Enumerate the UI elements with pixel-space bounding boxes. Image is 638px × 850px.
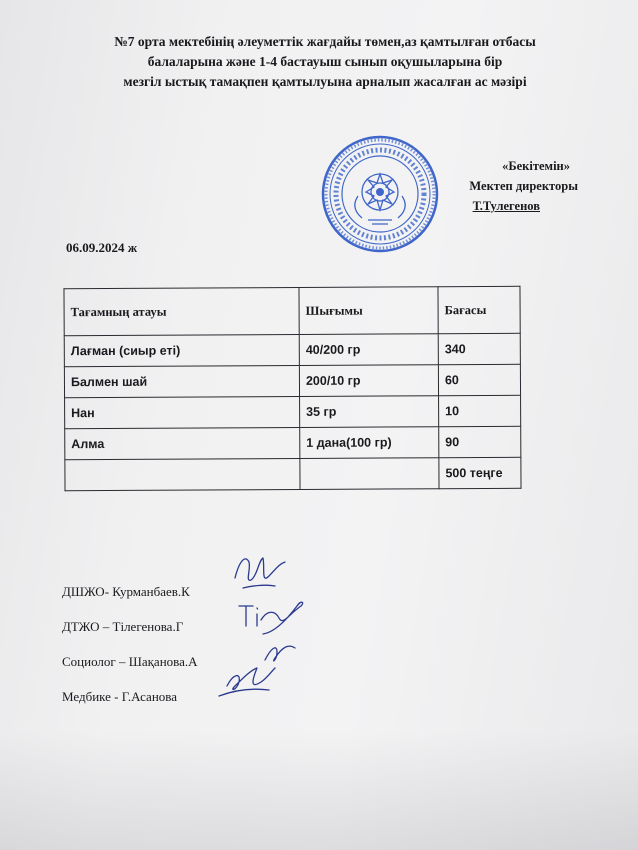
cell-portion: 40/200 гр <box>299 334 438 366</box>
signatory-3: Социолог – Шақанова.А <box>62 654 198 669</box>
menu-table <box>63 286 521 491</box>
table-row <box>65 395 521 428</box>
signatory-4: Медбике - Г.Асанова <box>62 689 178 704</box>
cell-total-sum: 500 теңге <box>439 457 521 488</box>
title-line-1: №7 орта мектебінің әлеуметтік жағдайы төмен,аз қамтылған отбасы <box>114 34 536 49</box>
document-date: 06.09.2024 ж <box>66 240 138 255</box>
document-title <box>60 32 590 92</box>
page-shadow <box>0 730 638 850</box>
signatory-1: ДШЖО- Курманбаев.К <box>62 584 190 599</box>
cell-dish: Алма <box>65 427 300 459</box>
cell-dish: Нан <box>65 396 300 428</box>
cell-price: 340 <box>438 333 520 364</box>
table-row <box>65 426 521 459</box>
cell-total-empty-2 <box>300 458 439 490</box>
cell-price: 60 <box>438 364 520 395</box>
header-portion: Шығымы <box>299 287 438 335</box>
approval-heading: «Бекітемін» <box>502 159 570 173</box>
approval-position: Мектеп директоры <box>469 179 578 193</box>
cell-price: 10 <box>439 395 521 426</box>
cell-total-empty-1 <box>65 458 300 490</box>
signatories-list <box>62 582 198 722</box>
cell-portion: 1 дана(100 гр) <box>300 427 439 459</box>
title-line-2: балаларына және 1-4 бастауыш сынып оқушыларына бір <box>147 54 503 69</box>
table-total-row <box>65 457 521 490</box>
cell-portion: 200/10 гр <box>299 365 438 397</box>
cell-dish: Лағман (сиыр еті) <box>64 334 299 366</box>
header-dish-name: Тағамның атауы <box>64 287 299 335</box>
approval-name: Т.Тулегенов <box>472 199 540 213</box>
title-line-3: мезгіл ыстық тамақпен қамтылуына арналып жасалған ас мәзірі <box>123 74 527 89</box>
cell-portion: 35 гр <box>300 396 439 428</box>
table-row <box>64 333 520 366</box>
handwritten-signatures-icon <box>205 540 315 720</box>
cell-price: 90 <box>439 426 521 457</box>
cell-dish: Балмен шай <box>64 365 299 397</box>
table-header-row <box>64 286 520 335</box>
signatory-2: ДТЖО – Тілегенова.Г <box>62 619 184 634</box>
header-price: Бағасы <box>438 286 520 333</box>
table-row <box>64 364 520 397</box>
approval-block <box>420 156 590 216</box>
